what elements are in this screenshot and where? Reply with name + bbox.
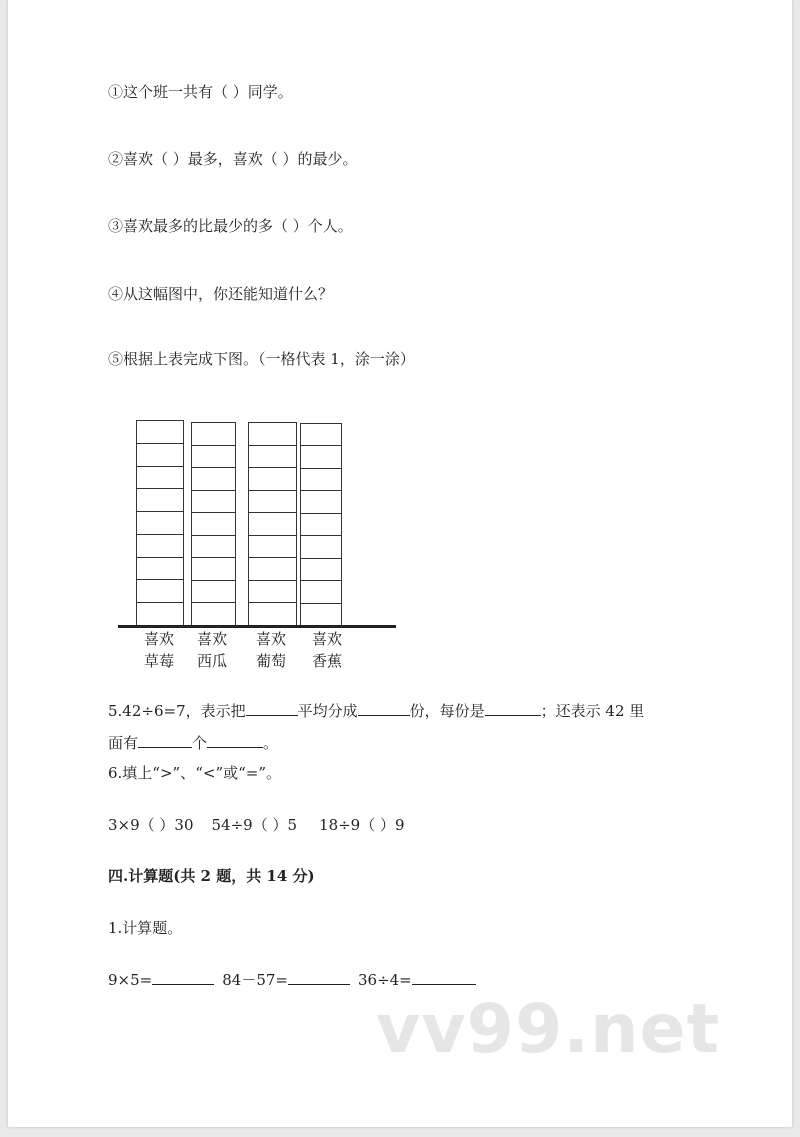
- label-fruit: 西瓜: [196, 652, 227, 670]
- grid-cell[interactable]: [301, 469, 341, 491]
- grid-cell[interactable]: [249, 536, 296, 559]
- calc-item: 36÷4=: [357, 971, 412, 989]
- answer-blank[interactable]: [412, 970, 476, 985]
- grid-cell[interactable]: [192, 558, 235, 581]
- grid-cell[interactable]: [249, 423, 296, 446]
- grid-cell[interactable]: [301, 491, 341, 513]
- grid-cell[interactable]: [192, 423, 235, 446]
- grid-cell[interactable]: [137, 421, 183, 444]
- answer-blank[interactable]: [288, 970, 350, 985]
- watermark: vv99.net: [376, 990, 721, 1069]
- answer-blank[interactable]: [358, 701, 410, 716]
- question-2: ②喜欢（ ）最多，喜欢（ ）的最少。: [108, 150, 358, 168]
- label-strawberry: [133, 628, 185, 672]
- problem-6-title: 6.填上“>”、“<”或“=”。: [108, 764, 282, 782]
- grid-cell[interactable]: [137, 467, 183, 490]
- label-fruit: 香蕉: [311, 652, 342, 670]
- grid-cell[interactable]: [249, 446, 296, 469]
- compare-item: 54÷9（ ）5: [211, 816, 298, 834]
- label-banana: [301, 628, 353, 672]
- grid-cell[interactable]: [137, 512, 183, 535]
- grid-cell[interactable]: [192, 468, 235, 491]
- grid-cell[interactable]: [137, 558, 183, 581]
- grid-cell[interactable]: [249, 603, 296, 626]
- label-fruit: 葡萄: [255, 652, 286, 670]
- question-1: ①这个班一共有（ ）同学。: [108, 83, 293, 101]
- answer-blank[interactable]: [485, 701, 541, 716]
- grid-cell[interactable]: [249, 558, 296, 581]
- document-page: [8, 0, 792, 1127]
- grid-cell[interactable]: [301, 514, 341, 536]
- label-like: 喜欢: [255, 630, 286, 648]
- grid-cell[interactable]: [249, 468, 296, 491]
- grid-cell[interactable]: [249, 491, 296, 514]
- compare-item: 18÷9（ ）9: [319, 816, 405, 834]
- grid-column-strawberry: [136, 420, 184, 626]
- answer-blank[interactable]: [152, 970, 214, 985]
- grid-cell[interactable]: [301, 604, 341, 626]
- grid-cell[interactable]: [301, 424, 341, 446]
- grid-cell[interactable]: [137, 535, 183, 558]
- grid-cell[interactable]: [192, 491, 235, 514]
- grid-cell[interactable]: [301, 536, 341, 558]
- grid-column-banana: [300, 423, 342, 626]
- calculation-row: [108, 970, 476, 990]
- grid-cell[interactable]: [301, 581, 341, 603]
- compare-item: 3×9（ ）30: [108, 816, 194, 834]
- grid-column-watermelon: [191, 422, 236, 626]
- label-grape: [245, 628, 297, 672]
- section-4-heading: 四.计算题(共 2 题，共 14 分): [108, 867, 315, 885]
- label-fruit: 草莓: [143, 652, 174, 670]
- grid-cell[interactable]: [249, 513, 296, 536]
- calc-item: 9×5=: [108, 971, 153, 989]
- grid-cell[interactable]: [192, 536, 235, 559]
- problem-5-line-1: 5.42÷6=7，表示把 平均分成 份，每份是 ；还表示 42 里: [108, 702, 645, 720]
- grid-cell[interactable]: [301, 559, 341, 581]
- grid-cell[interactable]: [137, 603, 183, 626]
- label-like: 喜欢: [311, 630, 342, 648]
- label-like: 喜欢: [196, 630, 227, 648]
- grid-cell[interactable]: [137, 489, 183, 512]
- answer-blank[interactable]: [246, 701, 298, 716]
- grid-cell[interactable]: [301, 446, 341, 468]
- answer-blank[interactable]: [207, 733, 263, 748]
- grid-cell[interactable]: [192, 581, 235, 604]
- grid-cell[interactable]: [137, 580, 183, 603]
- section-4-subheading: 1.计算题。: [108, 919, 183, 937]
- question-3: ③喜欢最多的比最少的多（ ）个人。: [108, 217, 353, 235]
- grid-column-grape: [248, 422, 297, 626]
- grid-cell[interactable]: [192, 603, 235, 626]
- question-4: ④从这幅图中，你还能知道什么？: [108, 285, 334, 303]
- problem-6-items: [108, 815, 405, 835]
- question-5: ⑤根据上表完成下图。（一格代表 1，涂一涂）: [108, 350, 415, 368]
- grid-cell[interactable]: [249, 581, 296, 604]
- grid-cell[interactable]: [192, 446, 235, 469]
- label-watermelon: [186, 628, 238, 672]
- grid-cell[interactable]: [192, 513, 235, 536]
- label-like: 喜欢: [143, 630, 174, 648]
- problem-5-line-2: 面有 个 。: [108, 734, 279, 752]
- answer-blank[interactable]: [138, 733, 192, 748]
- grid-cell[interactable]: [137, 444, 183, 467]
- calc-item: 84－57=: [222, 971, 288, 989]
- bar-grid-chart: [108, 410, 408, 680]
